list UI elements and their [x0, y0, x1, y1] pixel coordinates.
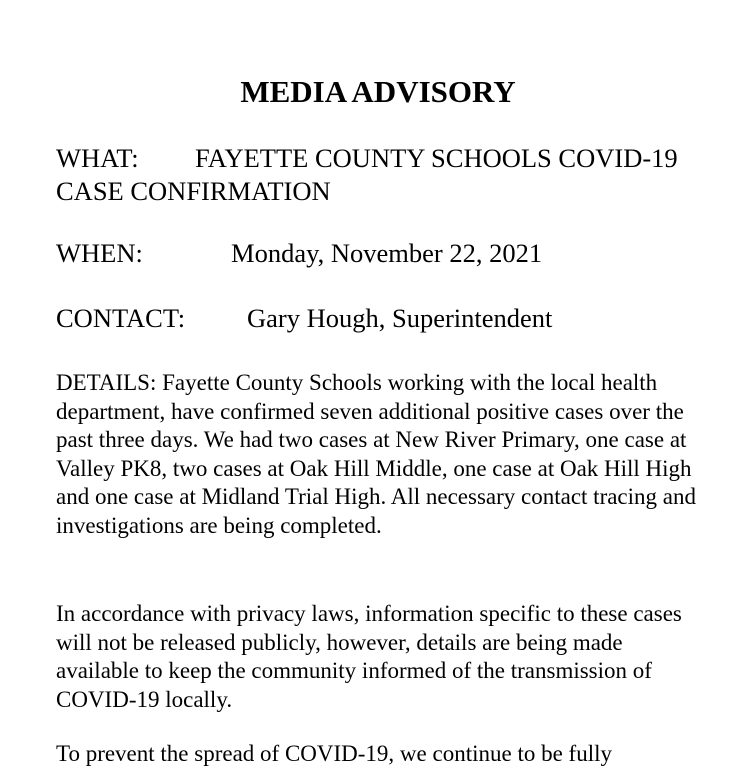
prevention-paragraph: To prevent the spread of COVID-19, we continue to be fully [56, 741, 612, 766]
contact-field [56, 302, 706, 335]
when-label: WHEN: [56, 238, 143, 268]
what-value: FAYETTE COUNTY SCHOOLS COVID-19 CASE CONFIRMATION [56, 143, 678, 206]
what-field [56, 142, 706, 208]
contact-value: Gary Hough, Superintendent [247, 303, 553, 333]
contact-label: CONTACT: [56, 303, 186, 333]
when-field [56, 237, 706, 270]
when-value: Monday, November 22, 2021 [231, 238, 543, 268]
what-label: WHAT: [56, 143, 139, 173]
page-title: MEDIA ADVISORY [240, 74, 516, 109]
privacy-paragraph: In accordance with privacy laws, information specific to these cases will not be released publicly, however, details are being made available to keep the community informed of the transmission of COVID-19 locally. [56, 601, 682, 712]
details-paragraph: DETAILS: Fayette County Schools working with the local health department, have confirmed seven additional positive cases over the past three days. We had two cases at New River Primary, one case at Valley PK8, two cases at Oak Hill Middle, one case at Oak Hill High and one case at Midland Trial High. All necessary contact tracing and investigations are being completed. [56, 370, 696, 538]
